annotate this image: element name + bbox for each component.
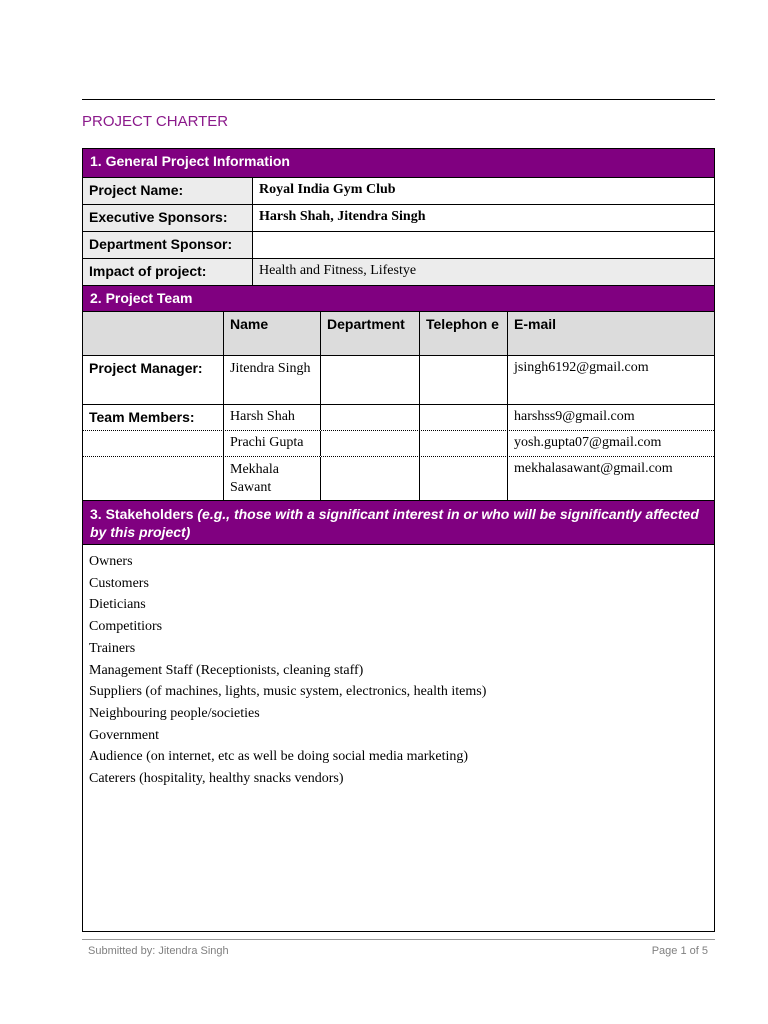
team-row-department [320,356,419,404]
team-row [83,430,714,456]
impact-value: Health and Fitness, Lifestye [252,259,714,285]
team-header-role [83,312,223,355]
list-item: Trainers [89,640,136,656]
team-header-telephone: Telephon e [419,312,507,355]
project-name-value: Royal India Gym Club [252,178,714,204]
team-row-email: harshss9@gmail.com [507,405,714,430]
list-item: Audience (on internet, etc as well be doing social media marketing) [89,749,469,765]
list-item: Government [89,727,159,743]
team-row-telephone [419,431,507,456]
page-title: PROJECT CHARTER [82,113,229,130]
list-item: Customers [89,575,149,591]
executive-sponsors-label: Executive Sponsors: [83,205,252,231]
team-header-email: E-mail [507,312,714,355]
team-row-role: Team Members: [89,409,195,425]
impact-label: Impact of project: [89,263,207,279]
team-row [83,404,714,430]
list-item: Neighbouring people/societies [89,705,260,721]
footer-page-number: Page 1 of 5 [651,945,708,957]
section2-heading: 2. Project Team [83,285,714,311]
team-row-email: jsingh6192@gmail.com [507,356,714,404]
team-row-department [320,431,419,456]
team-row [83,355,714,404]
team-row-department [320,405,419,430]
department-sponsor-value [252,232,714,258]
list-item: Competitiors [89,619,163,635]
footer-rule [82,939,715,940]
section1-heading: 1. General Project Information [83,149,714,177]
list-item: Dieticians [89,597,146,613]
team-row-telephone [419,405,507,430]
list-item: Caterers (hospitality, healthy snacks vendors) [89,771,344,787]
section3-heading [83,500,714,544]
charter-table [82,148,715,932]
team-row-name: Prachi Gupta [223,431,320,456]
team-header-name: Name [223,312,320,355]
team-row-telephone [419,356,507,404]
section3-heading-note: (e.g., those with a significant interest in or who will be significantly affected by this project) [90,506,699,540]
executive-sponsors-row [83,204,714,231]
executive-sponsors-value: Harsh Shah, Jitendra Singh [252,205,714,231]
team-row-telephone [419,457,507,500]
team-row-email: mekhalasawant@gmail.com [507,457,714,500]
department-sponsor-row [83,231,714,258]
team-row-role [83,431,223,456]
team-header-department: Department [320,312,419,355]
list-item: Owners [89,554,133,569]
top-rule [82,99,715,100]
impact-row [83,258,714,285]
project-name-label: Project Name: [83,178,252,204]
project-name-row [83,177,714,204]
department-sponsor-label: Department Sponsor: [83,232,252,258]
footer-submitted-by: Submitted by: Jitendra Singh [88,945,229,957]
team-row-name: Mekhala Sawant [223,457,320,500]
list-item: Management Staff (Receptionists, cleaning staff) [89,662,364,678]
list-item: Suppliers (of machines, lights, music system, electronics, health items) [89,684,487,700]
team-row-role [83,457,223,500]
stakeholders-list [83,544,714,931]
team-row-name: Harsh Shah [223,405,320,430]
team-row-department [320,457,419,500]
team-row-email: yosh.gupta07@gmail.com [507,431,714,456]
team-row [83,456,714,500]
team-row-role: Project Manager: [89,360,203,376]
team-row-name: Jitendra Singh [223,356,320,404]
team-header-row [83,311,714,355]
section3-heading-title: 3. Stakeholders [90,506,194,522]
